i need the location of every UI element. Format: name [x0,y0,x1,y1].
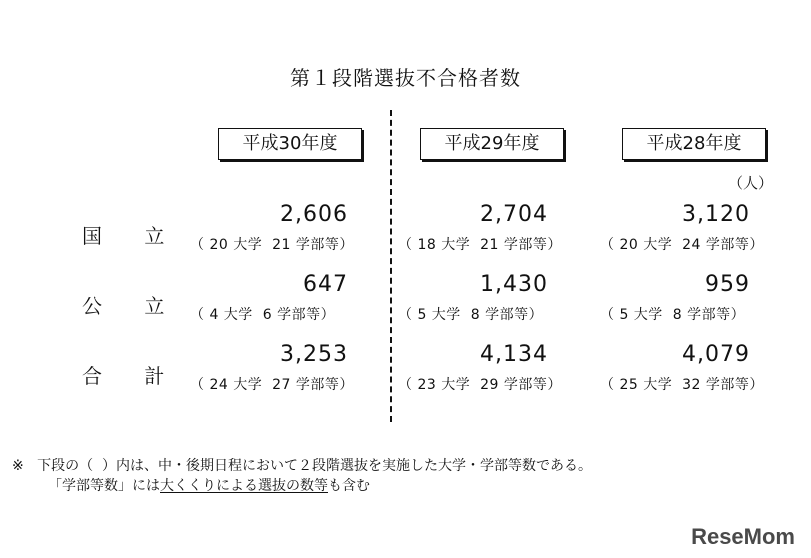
footnote-2-prefix: 「学部等数」には [48,478,160,494]
value-national-h28: 3,120 [682,202,750,227]
column-divider [390,110,392,422]
year-header-h29: 平成29年度 [420,128,564,160]
page-title: 第１段階選抜不合格者数 [290,66,521,90]
value-total-h28: 4,079 [682,342,750,367]
value-public-h29: 1,430 [480,272,548,297]
sub-total-h29: （ 23 大学 29 学部等） [398,377,562,393]
sub-public-h28: （ 5 大学 8 学部等） [600,307,746,323]
value-national-h29: 2,704 [480,202,548,227]
sub-national-h28: （ 20 大学 24 学部等） [600,237,764,253]
value-total-h29: 4,134 [480,342,548,367]
sub-total-h30: （ 24 大学 27 学部等） [190,377,354,393]
value-public-h28: 959 [705,272,750,297]
footnote-2 [48,475,370,495]
sub-public-h29: （ 5 大学 8 学部等） [398,307,544,323]
footnote-2-suffix: も含む [328,478,370,494]
value-public-h30: 647 [303,272,348,297]
resemom-logo: ReseMom [691,524,795,549]
value-national-h30: 2,606 [280,202,348,227]
row-label-public: 公 立 [82,294,183,318]
year-header-h28: 平成28年度 [622,128,766,160]
row-label-total: 合 計 [82,364,183,388]
sub-total-h28: （ 25 大学 32 学部等） [600,377,764,393]
footnote-1: ※ 下段の（ ）内は、中・後期日程において２段階選抜を実施した大学・学部等数である。 [12,458,592,474]
year-header-h30: 平成30年度 [218,128,362,160]
footnote-2-underlined: 大くくりによる選抜の数等 [160,478,328,494]
sub-national-h30: （ 20 大学 21 学部等） [190,237,354,253]
sub-national-h29: （ 18 大学 21 学部等） [398,237,562,253]
unit-label: （人） [728,174,774,192]
sub-public-h30: （ 4 大学 6 学部等） [190,307,336,323]
value-total-h30: 3,253 [280,342,348,367]
row-label-national: 国 立 [82,224,183,248]
